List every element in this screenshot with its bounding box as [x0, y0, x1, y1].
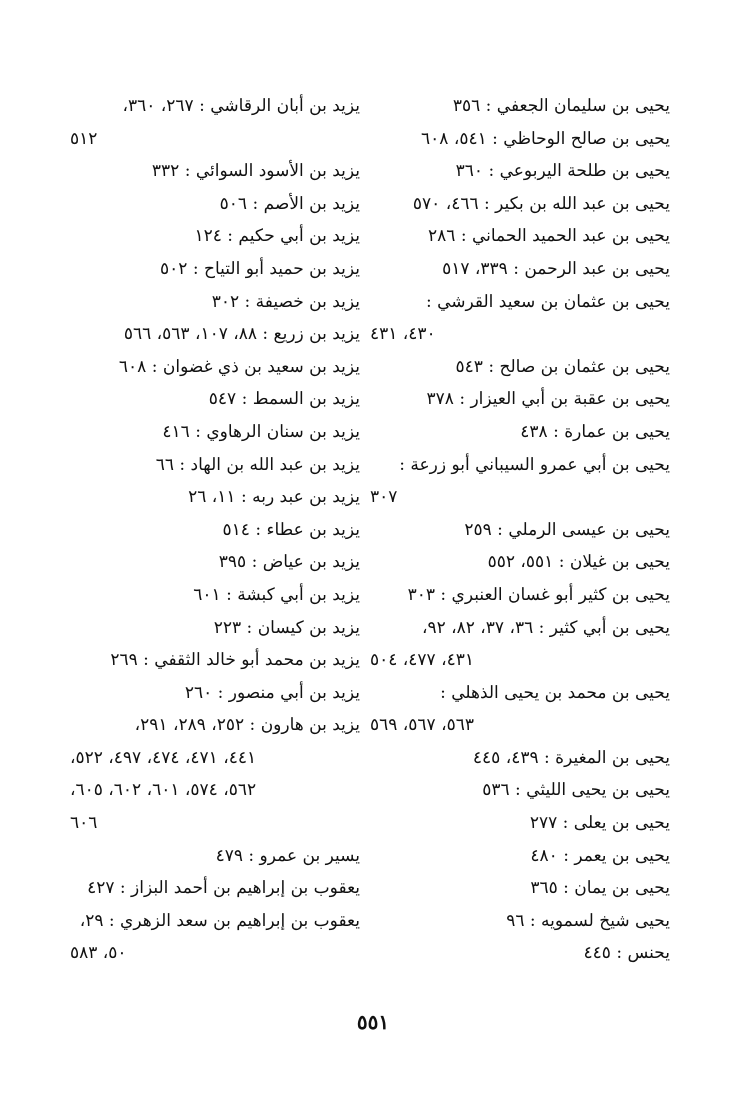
index-entry [370, 807, 670, 840]
page-number: ٥٥١ [356, 1010, 390, 1034]
index-entry-pages: ٤٣١، ٤٧٧، ٥٠٤ [370, 650, 474, 671]
index-entry-heading: يزيد بن حميد أبو التياح : ٥٠٢ [160, 258, 360, 279]
index-entry-heading: يحيى بن يحيى الليثي : ٥٣٦ [482, 780, 670, 801]
index-entry [370, 612, 670, 677]
index-entry-heading: يحيى بن كثير أبو غسان العنبري : ٣٠٣ [407, 584, 670, 605]
index-entry-heading: يزيد بن محمد أبو خالد الثقفي : ٢٦٩ [110, 650, 360, 671]
index-entry [70, 481, 360, 514]
index-entry-heading: يحيى بن أبي كثير : ٣٦، ٣٧، ٨٢، ٩٢، [421, 617, 670, 638]
index-entry [70, 840, 360, 873]
index-entry [70, 449, 360, 482]
index-entry-heading: يزيد بن أبان الرقاشي : ٢٦٧، ٣٦٠، [122, 96, 360, 116]
index-entry-pages: ٣٠٧ [370, 487, 398, 508]
index-entry-pages: ٦٠٦ [70, 813, 98, 834]
index-entry [370, 449, 670, 514]
index-entry-heading: يزيد بن عطاء : ٥١٤ [222, 519, 360, 540]
index-entry [70, 546, 360, 579]
index-entry-heading: يحيى بن يعلى : ٢٧٧ [529, 813, 670, 834]
index-entry [370, 774, 670, 807]
index-entry-pages: ٤٤١، ٤٧١، ٤٧٤، ٤٩٧، ٥٢٢، [70, 747, 257, 768]
index-entry-heading: يزيد بن الأسود السوائي : ٣٣٢ [151, 161, 360, 182]
index-entry-heading: يحيى بن عيسى الرملي : ٢٥٩ [464, 519, 670, 540]
index-entry-heading: يزيد بن سنان الرهاوي : ٤١٦ [162, 421, 360, 442]
index-entry-heading: يزيد بن أبي منصور : ٢٦٠ [184, 682, 360, 703]
index-entry-heading: يحيى بن المغيرة : ٤٣٩، ٤٤٥ [472, 747, 670, 768]
index-entry-heading: يزيد بن هارون : ٢٥٢، ٢٨٩، ٢٩١، [134, 715, 360, 736]
index-entry-heading: يحيى بن عمارة : ٤٣٨ [520, 421, 670, 442]
index-entry [370, 905, 670, 938]
index-entry [70, 677, 360, 710]
index-entry-heading: يحيى بن يعمر : ٤٨٠ [530, 845, 670, 866]
index-entry [70, 155, 360, 188]
index-entry-heading: يزيد بن سعيد بن ذي غضوان : ٦٠٨ [118, 356, 360, 377]
index-entry [70, 612, 360, 645]
index-entry [370, 351, 670, 384]
index-entry-pages: ٥١٢ [70, 128, 98, 149]
index-entry-heading: يحيى بن صالح الوحاظي : ٥٤١، ٦٠٨ [421, 128, 670, 149]
index-entry-heading: يعقوب بن إبراهيم بن سعد الزهري : ٢٩، [79, 910, 360, 931]
index-column-right [370, 90, 670, 970]
index-entry-heading: يحيى بن عبد الرحمن : ٣٣٩، ٥١٧ [442, 258, 670, 279]
index-entry-heading: يزيد بن كيسان : ٢٢٣ [213, 617, 360, 638]
index-entry [370, 220, 670, 253]
index-entry [370, 383, 670, 416]
index-entry [370, 872, 670, 905]
index-entry [70, 318, 360, 351]
index-entry-pages: ٥٦٢، ٥٧٤، ٦٠١، ٦٠٢، ٦٠٥، [70, 780, 257, 801]
index-entry-heading: يعقوب بن إبراهيم بن أحمد البزاز : ٤٢٧ [87, 878, 360, 899]
index-entry [70, 709, 360, 774]
index-entry [70, 90, 360, 155]
index-entry [370, 416, 670, 449]
index-entry [370, 840, 670, 873]
index-entry [370, 123, 670, 156]
index-entry-pages: ٥٦٣، ٥٦٧، ٥٦٩ [370, 715, 474, 736]
index-entry-heading: يزيد بن أبي حكيم : ١٢٤ [194, 226, 360, 247]
index-entry [70, 416, 360, 449]
index-entry-heading: يحيى بن طلحة اليربوعي : ٣٦٠ [455, 161, 670, 182]
index-entry [370, 677, 670, 742]
index-entry-heading: يحيى بن يمان : ٣٦٥ [530, 878, 670, 899]
index-entry [370, 546, 670, 579]
index-entry-heading: يحيى بن عبد الله بن بكير : ٤٦٦، ٥٧٠ [412, 193, 670, 214]
index-entry-heading: يسير بن عمرو : ٤٧٩ [215, 845, 360, 866]
index-entry [70, 351, 360, 384]
index-entry-heading: يزيد بن أبي كبشة : ٦٠١ [193, 584, 360, 605]
index-entry [370, 579, 670, 612]
index-entry [70, 253, 360, 286]
index-entry [370, 188, 670, 221]
index-entry [370, 742, 670, 775]
index-entry-heading: يحيى بن غيلان : ٥٥١، ٥٥٢ [487, 552, 670, 573]
index-entry-heading: يزيد بن عياض : ٣٩٥ [218, 552, 360, 573]
index-entry [70, 807, 360, 840]
index-entry [70, 644, 360, 677]
index-entry-pages: ٤٣٠، ٤٣١ [370, 324, 436, 345]
index-entry [370, 90, 670, 123]
index-entry-heading: يحيى شيخ لسمويه : ٩٦ [506, 910, 670, 931]
index-entry-heading: يحيى بن عثمان بن سعيد القرشي : [425, 291, 670, 312]
index-entry [370, 155, 670, 188]
index-entry [70, 514, 360, 547]
index-entry-heading: يحيى بن عقبة بن أبي العيزار : ٣٧٨ [426, 389, 670, 410]
index-entry [370, 253, 670, 286]
index-entry-heading: يحنس : ٤٤٥ [583, 943, 670, 964]
index-entry [370, 514, 670, 547]
index-entry-heading: يحيى بن عثمان بن صالح : ٥٤٣ [455, 356, 670, 377]
index-entry-heading: يزيد بن الأصم : ٥٠٦ [219, 193, 360, 214]
index-entry [70, 872, 360, 905]
index-entry-heading: يزيد بن السمط : ٥٤٧ [208, 389, 360, 410]
index-entry-heading: يحيى بن سليمان الجعفي : ٣٥٦ [452, 96, 670, 116]
index-entry [70, 220, 360, 253]
index-entry [70, 774, 360, 807]
index-entry-heading: يحيى بن أبي عمرو السيباني أبو زرعة : [399, 454, 670, 475]
index-entry-heading: يحيى بن محمد بن يحيى الذهلي : [440, 682, 670, 703]
index-entry-heading: يزيد بن عبد الله بن الهاد : ٦٦ [155, 454, 360, 475]
index-entry [70, 905, 360, 970]
index-entry [70, 383, 360, 416]
index-entry [70, 579, 360, 612]
index-entry [370, 286, 670, 351]
index-entry [370, 937, 670, 970]
index-column-left [70, 90, 360, 970]
index-entry [70, 188, 360, 221]
index-entry-heading: يزيد بن خصيفة : ٣٠٢ [211, 291, 360, 312]
index-entry-heading: يزيد بن زريع : ٨٨، ١٠٧، ٥٦٣، ٥٦٦ [123, 324, 360, 345]
index-entry-heading: يحيى بن عبد الحميد الحماني : ٢٨٦ [428, 226, 670, 247]
index-entry [70, 286, 360, 319]
index-entry-heading: يزيد بن عبد ربه : ١١، ٢٦ [188, 487, 360, 508]
index-entry-pages: ٥٠، ٥٨٣ [70, 943, 127, 964]
